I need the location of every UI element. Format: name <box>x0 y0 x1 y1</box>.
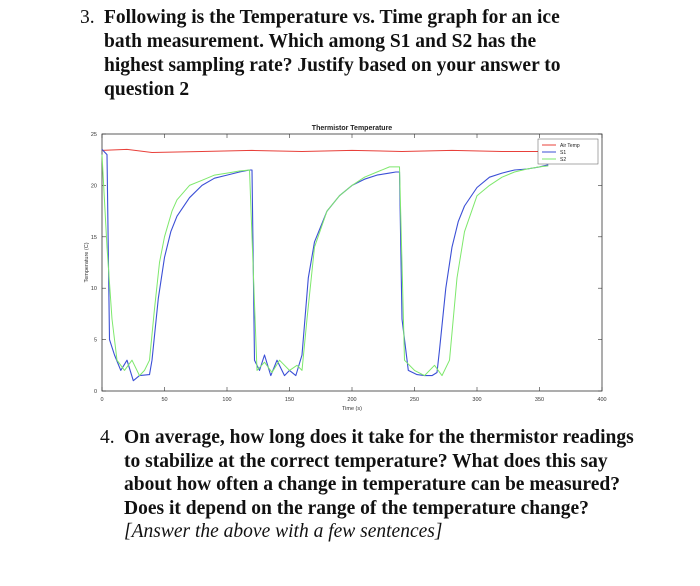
y-tick-label: 15 <box>90 234 97 241</box>
y-tick-label: 5 <box>93 337 97 344</box>
y-tick-label: 0 <box>93 389 97 395</box>
legend-label: S2 <box>560 157 567 163</box>
x-tick-label: 300 <box>472 397 482 403</box>
question-3-number: 3. <box>80 7 95 28</box>
x-axis-label: Time (s) <box>342 406 362 412</box>
x-tick-label: 400 <box>597 397 607 403</box>
plot-area <box>102 134 602 391</box>
chart-title: Thermistor Temperature <box>311 125 393 132</box>
legend-label: S1 <box>560 150 567 156</box>
y-tick-label: 10 <box>90 286 97 293</box>
question-4-text: On average, how long does it take for the thermistor readings to stabilize at the correct temperature? What does this say about how often a change in temperature can be measured? Does it depend on the range of the temperature change? <box>124 427 634 519</box>
x-tick-label: 350 <box>534 397 545 403</box>
temperature-chart <box>78 118 618 418</box>
question-4-number: 4. <box>100 427 115 448</box>
x-tick-label: 50 <box>161 397 168 403</box>
y-tick-label: 20 <box>90 183 97 190</box>
question-4 <box>100 426 640 544</box>
x-tick-label: 0 <box>100 397 104 403</box>
x-tick-label: 250 <box>409 397 420 403</box>
legend-label: Air Temp <box>560 143 580 149</box>
x-tick-label: 200 <box>347 397 357 403</box>
y-tick-label: 25 <box>90 132 97 138</box>
question-3-text: Following is the Temperature vs. Time graph for an ice bath measurement. Which among S1 and S2 has the highest sampling rate? Justify based on your answer to question 2 <box>104 7 561 100</box>
x-tick-label: 100 <box>222 397 232 403</box>
question-4-instruction: [Answer the above with a few sentences] <box>124 521 443 542</box>
question-4-body <box>124 426 640 544</box>
y-axis-label: Temperature (C) <box>84 242 90 283</box>
question-3 <box>80 6 600 102</box>
x-tick-label: 150 <box>284 397 295 403</box>
